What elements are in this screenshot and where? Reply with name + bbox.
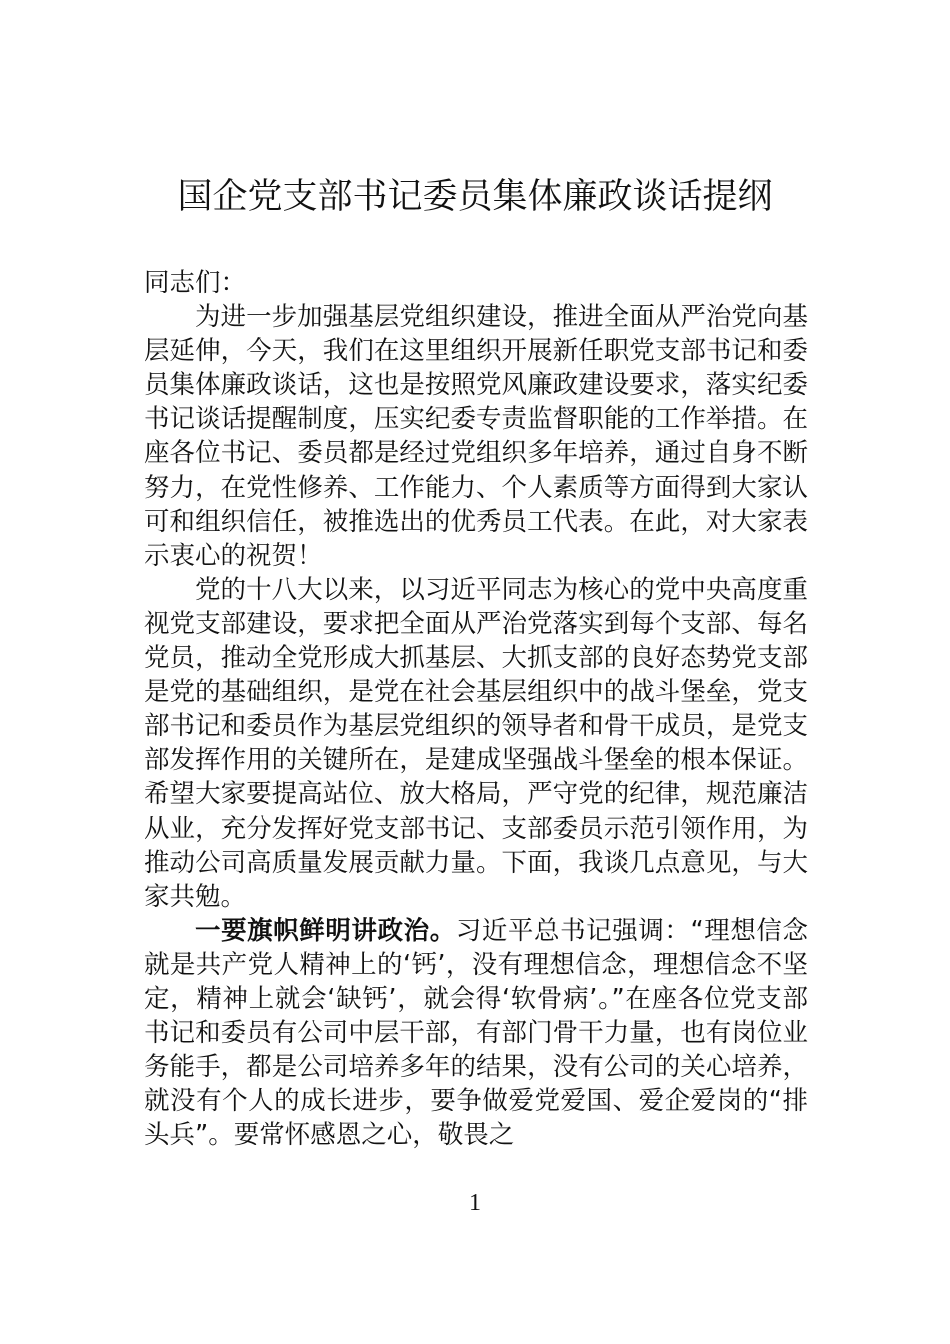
paragraph-intro: 为进一步加强基层党组织建设，推进全面从严治党向基层延伸，今天，我们在这里组织开展新任职党支部书记和委员集体廉政谈话，这也是按照党风廉政建设要求，落实纪委书记谈话提醒制度，压实纪委专责监督职能的工作举措。在座各位书记、委员都是经过党组织多年培养，通过自身不断努力，在党性修养、工作能力、个人素质等方面得到大家认可和组织信任，被推选出的优秀员工代表。在此，对大家表示衷心的祝贺！ bbox=[144, 302, 808, 571]
document-title: 国企党支部书记委员集体廉政谈话提纲 bbox=[177, 177, 773, 217]
section-one-text: 习近平总书记强调：“理想信念就是共产党人精神上的‘钙’，没有理想信念，理想信念不坚定，精神上就会‘缺钙’，就会得‘软骨病’。”在座各位党支部书记和委员有公司中层干部，有部门骨干力量，也有岗位业务能手，都是公司培养多年的结果，没有公司的关心培养，就没有个人的成长进步，要争做爱党爱国、爱企爱岗的“排头兵”。要常怀感恩之心，敬畏之 bbox=[144, 915, 808, 1151]
paragraph-section-one bbox=[144, 914, 808, 1153]
document-body bbox=[144, 266, 808, 1152]
paragraph-background: 党的十八大以来，以习近平同志为核心的党中央高度重视党支部建设，要求把全面从严治党落实到每个支部、每名党员，推动全党形成大抓基层、大抓支部的良好态势党支部是党的基础组织，是党在社会基层组织中的战斗堡垒，党支部书记和委员作为基层党组织的领导者和骨干成员，是党支部发挥作用的关键所在，是建成坚强战斗堡垒的根本保证。希望大家要提高站位、放大格局，严守党的纪律，规范廉洁从业，充分发挥好党支部书记、支部委员示范引领作用，为推动公司高质量发展贡献力量。下面，我谈几点意见，与大家共勉。 bbox=[144, 574, 808, 912]
page-number: 1 bbox=[469, 1190, 481, 1216]
section-one-heading: 一要旗帜鲜明讲政治。 bbox=[195, 915, 456, 946]
salutation: 同志们： bbox=[144, 268, 247, 298]
